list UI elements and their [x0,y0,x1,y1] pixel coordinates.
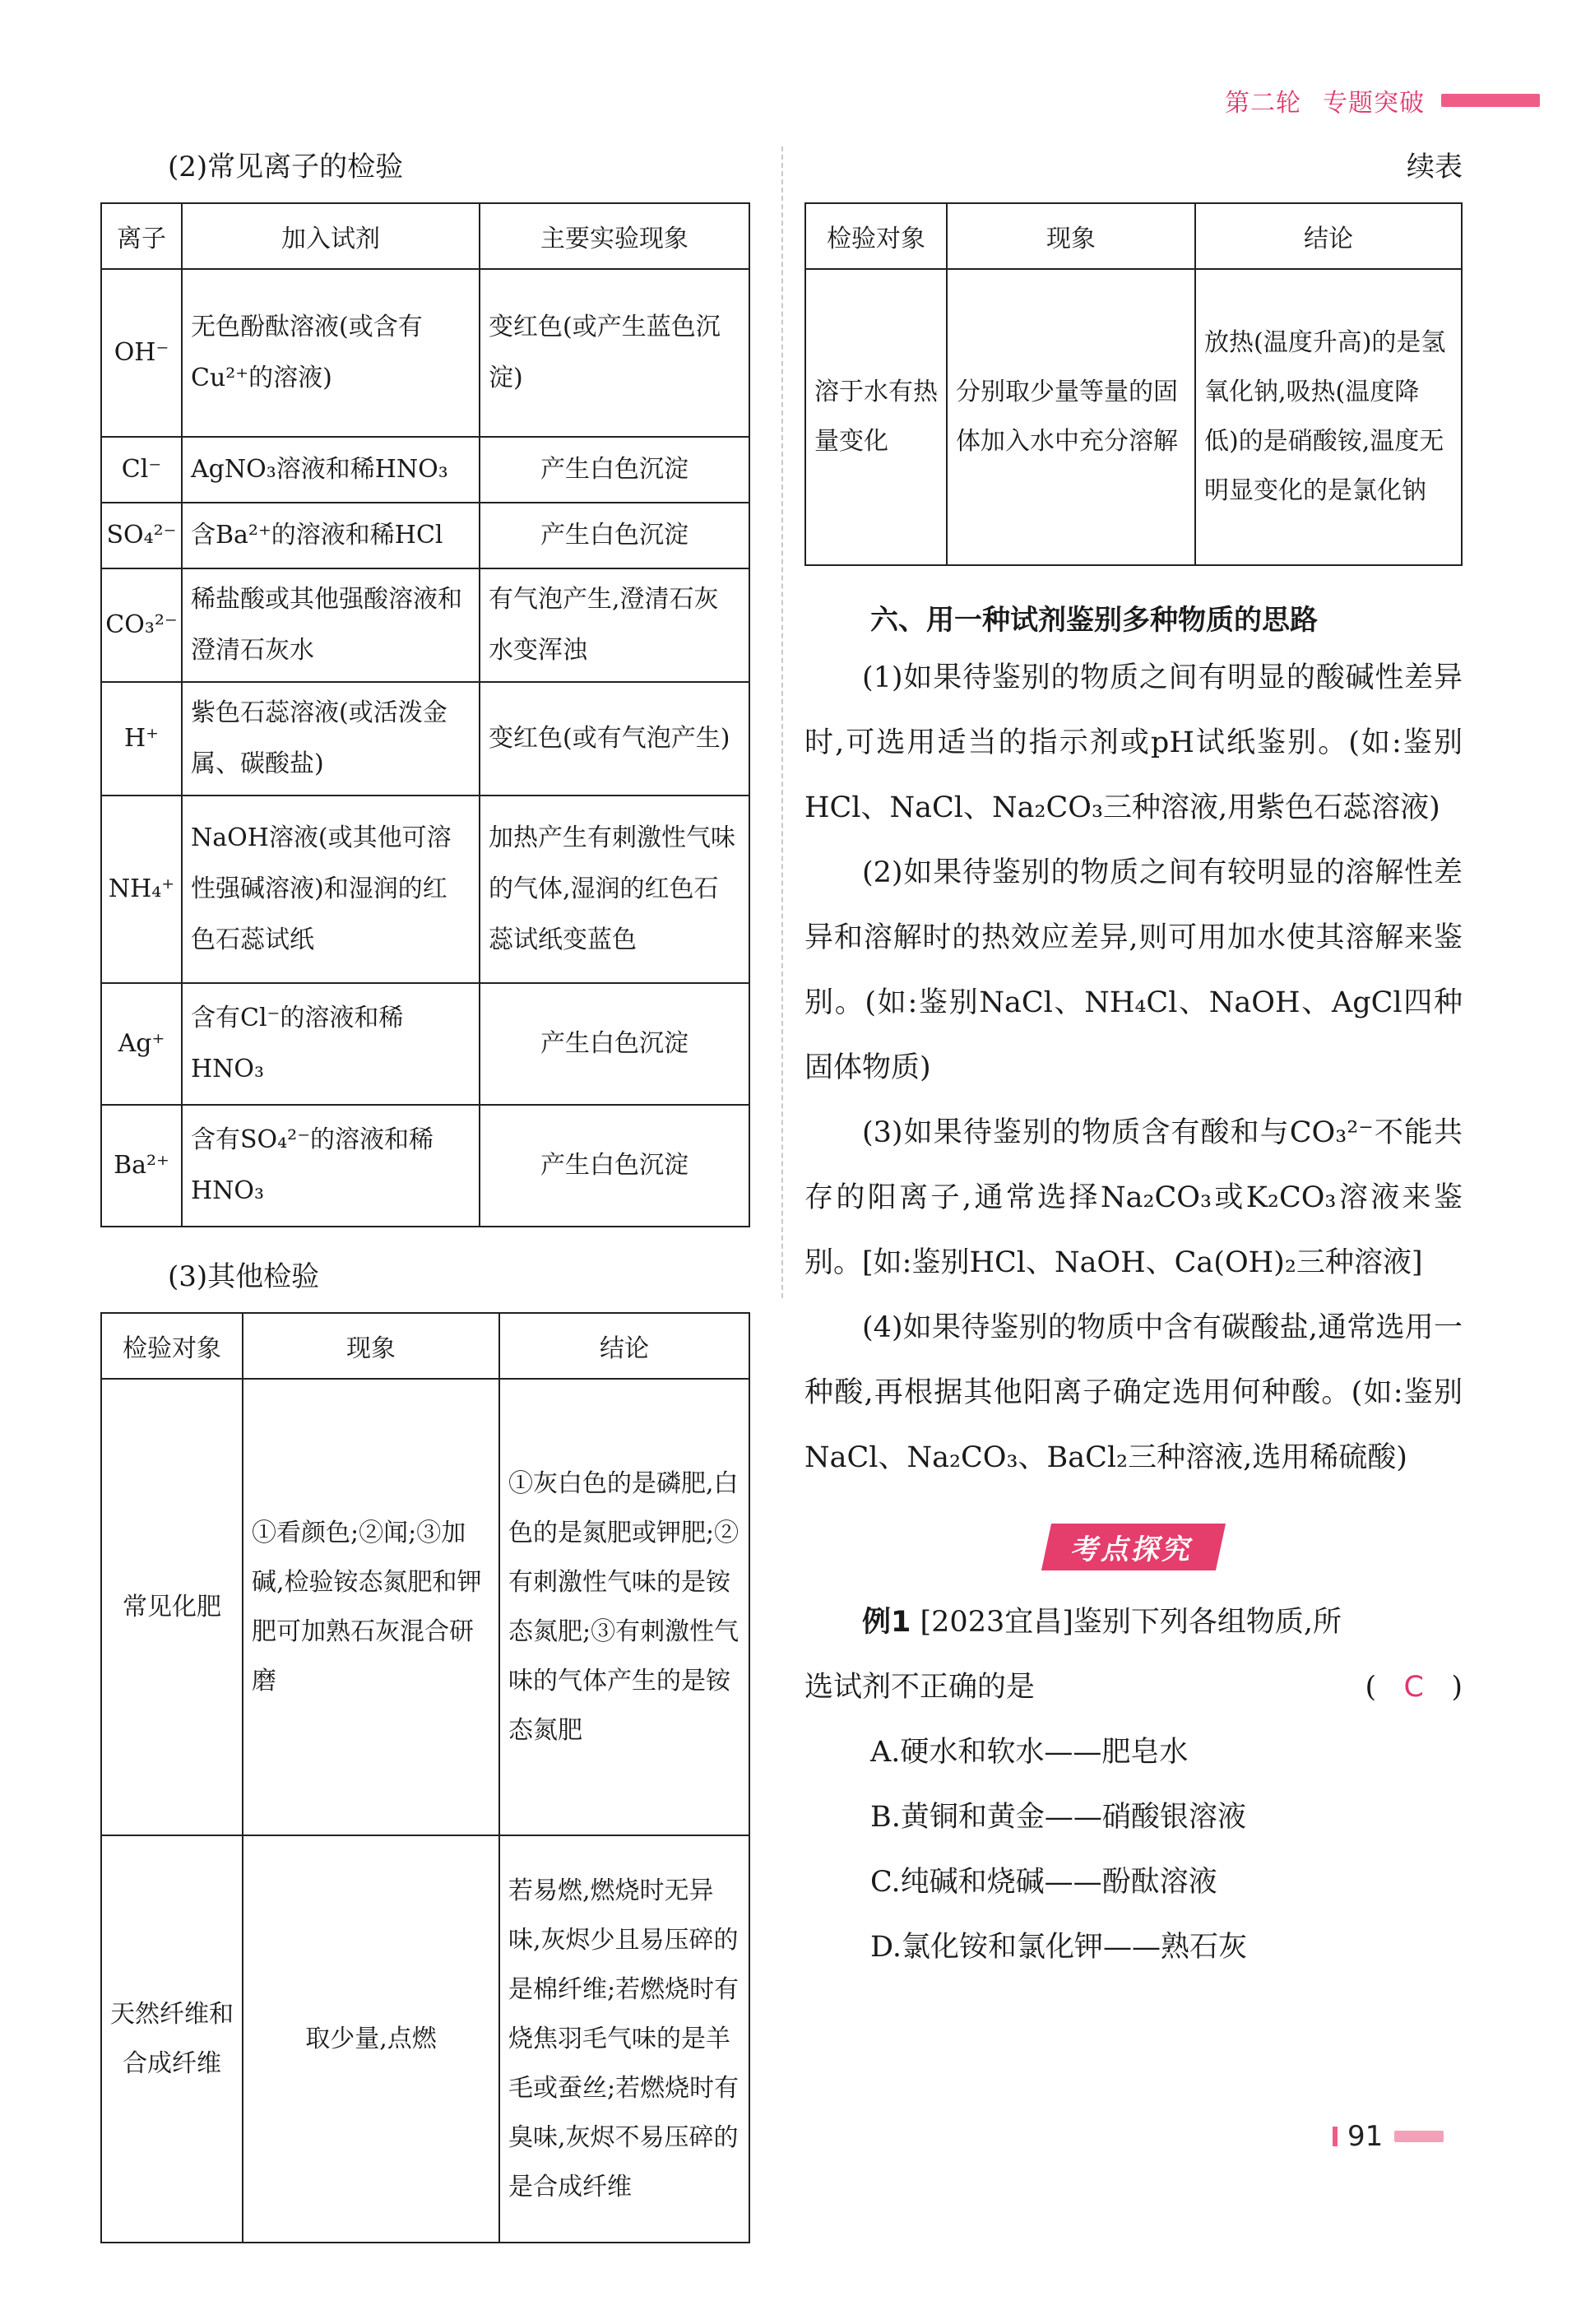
phenomenon-cell: 变红色(或产生蓝色沉淀) [480,269,749,437]
table-header-cell: 主要实验现象 [480,203,749,269]
table-header-cell: 加入试剂 [182,203,480,269]
reagent-cell: 含有Cl⁻的溶液和稀HNO₃ [182,983,480,1105]
table-header-cell: 现象 [947,203,1195,269]
header-round: 第二轮 [1225,89,1301,118]
example-question-end: 选试剂不正确的是 [804,1671,1036,1704]
ion-cell: OH⁻ [101,269,182,437]
reagent-cell: 含有SO₄²⁻的溶液和稀HNO₃ [182,1105,480,1227]
phenomenon-cell: 加热产生有刺激性气味的气体,湿润的红色石蕊试纸变蓝色 [480,796,749,983]
answer-brackets [1365,1655,1463,1720]
continued-table [804,202,1463,566]
table-header-cell: 结论 [1195,203,1462,269]
reagent-cell: AgNO₃溶液和稀HNO₃ [182,437,480,503]
ion-cell: NH₄⁺ [101,796,182,983]
table-row [101,796,749,983]
table-row [101,437,749,503]
right-column [804,144,1463,1980]
phenomenon-cell: ①看颜色;②闻;③加碱,检验铵态氮肥和钾肥可加熟石灰混合研磨 [243,1379,499,1835]
column-divider [781,146,783,1298]
example-label: 例1 [862,1606,911,1639]
other-section-title: (3)其他检验 [168,1260,320,1293]
phenomenon-cell: 变红色(或有气泡产生) [480,682,749,796]
table-header-cell: 检验对象 [101,1313,243,1379]
reagent-cell: 含Ba²⁺的溶液和稀HCl [182,503,480,568]
badge-label: 考点探究 [1041,1524,1226,1570]
table-row [101,1379,749,1835]
table-row [101,1835,749,2243]
page-footer [1333,2120,1444,2153]
ion-test-table [100,202,750,1227]
header-accent-bar [1441,94,1540,107]
table-header-cell: 离子 [101,203,182,269]
object-cell: 溶于水有热量变化 [805,269,947,565]
table-row [101,682,749,796]
ion-cell: SO₄²⁻ [101,503,182,568]
conclusion-cell: 若易燃,燃烧时无异味,灰烬少且易压碎的是棉纤维;若燃烧时有烧焦羽毛气味的是羊毛或蚕丝;若燃烧时有臭味,灰烬不易压碎的是合成纤维 [499,1835,749,2243]
paragraph: (2)如果待鉴别的物质之间有较明显的溶解性差异和溶解时的热效应差异,则可用加水使其溶解来鉴别。(如:鉴别NaCl、NH₄Cl、NaOH、AgCl四种固体物质) [804,856,1463,1084]
example-answer-line [804,1655,1463,1720]
answer-value: C [1403,1671,1424,1704]
table-row [805,269,1462,565]
footer-accent-bar [1394,2131,1444,2142]
paragraph: (3)如果待鉴别的物质含有酸和与CO₃²⁻不能共存的阳离子,通常选择Na₂CO₃或K₂CO₃溶液来鉴别。[如:鉴别HCl、NaOH、Ca(OH)₂三种溶液] [804,1116,1463,1279]
ion-cell: Ag⁺ [101,983,182,1105]
other-test-table [100,1312,750,2243]
option-a: A.硬水和软水——肥皂水 [870,1736,1189,1769]
reagent-cell: 紫色石蕊溶液(或活泼金属、碳酸盐) [182,682,480,796]
table-row [101,983,749,1105]
exam-point-badge [804,1524,1463,1570]
section-six-heading: 六、用一种试剂鉴别多种物质的思路 [870,604,1318,637]
ion-cell: H⁺ [101,682,182,796]
phenomenon-cell: 有气泡产生,澄清石灰水变浑浊 [480,568,749,682]
table-header-cell: 现象 [243,1313,499,1379]
table-header-cell: 检验对象 [805,203,947,269]
table-row [101,1105,749,1227]
page-header [1225,82,1540,118]
footer-tick [1333,2127,1338,2146]
phenomenon-cell: 分别取少量等量的固体加入水中充分溶解 [947,269,1195,565]
phenomenon-cell: 产生白色沉淀 [480,437,749,503]
phenomenon-cell: 产生白色沉淀 [480,983,749,1105]
option-d: D.氯化铵和氯化钾——熟石灰 [870,1931,1247,1964]
conclusion-cell: 放热(温度升高)的是氢氧化钠,吸热(温度降低)的是硝酸铵,温度无明显变化的是氯化钠 [1195,269,1462,565]
paragraph: (1)如果待鉴别的物质之间有明显的酸碱性差异时,可选用适当的指示剂或pH试纸鉴别。(如:鉴别HCl、NaCl、Na₂CO₃三种溶液,用紫色石蕊溶液) [804,661,1463,824]
left-column [100,144,750,2243]
table-header-row [101,1313,749,1379]
header-topic: 专题突破 [1323,89,1425,118]
option-c: C.纯碱和烧碱——酚酞溶液 [870,1866,1217,1899]
table-row [101,269,749,437]
object-cell: 常见化肥 [101,1379,243,1835]
reagent-cell: 稀盐酸或其他强酸溶液和澄清石灰水 [182,568,480,682]
phenomenon-cell: 取少量,点燃 [243,1835,499,2243]
continued-label: 续表 [1407,151,1463,183]
ion-cell: Ba²⁺ [101,1105,182,1227]
conclusion-cell: ①灰白色的是磷肥,白色的是氮肥或钾肥;②有刺激性气味的是铵态氮肥;③有刺激性气味的气体产生的是铵态氮肥 [499,1379,749,1835]
answer-paren-close: ) [1451,1671,1463,1704]
example-question [804,1590,1463,1655]
phenomenon-cell: 产生白色沉淀 [480,1105,749,1227]
answer-paren-open: ( [1365,1671,1377,1704]
table-row [101,503,749,568]
paragraph: (4)如果待鉴别的物质中含有碳酸盐,通常选用一种酸,再根据其他阳离子确定选用何种酸。(如:鉴别NaCl、Na₂CO₃、BaCl₂三种溶液,选用稀硫酸) [804,1311,1463,1474]
reagent-cell: 无色酚酞溶液(或含有Cu²⁺的溶液) [182,269,480,437]
page-number: 91 [1347,2120,1384,2153]
header-text [1225,82,1425,118]
table-header-row [101,203,749,269]
reagent-cell: NaOH溶液(或其他可溶性强碱溶液)和湿润的红色石蕊试纸 [182,796,480,983]
example-source-text: [2023宜昌]鉴别下列各组物质,所 [920,1606,1342,1639]
ion-section-title: (2)常见离子的检验 [168,151,404,183]
phenomenon-cell: 产生白色沉淀 [480,503,749,568]
ion-cell: Cl⁻ [101,437,182,503]
table-header-cell: 结论 [499,1313,749,1379]
option-b: B.黄铜和黄金——硝酸银溶液 [870,1801,1246,1834]
table-row [101,568,749,682]
object-cell: 天然纤维和合成纤维 [101,1835,243,2243]
ion-cell: CO₃²⁻ [101,568,182,682]
table-header-row [805,203,1462,269]
